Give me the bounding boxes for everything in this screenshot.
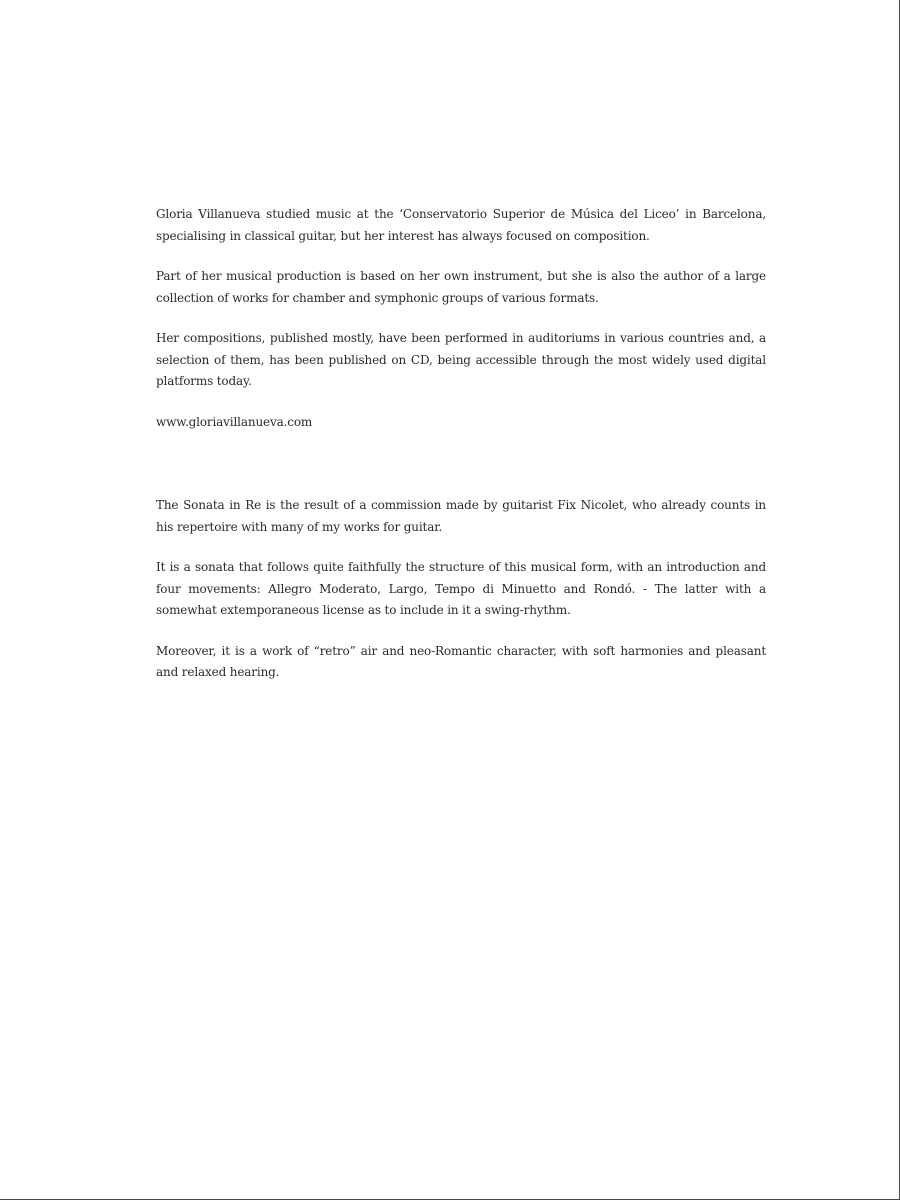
description-paragraph: It is a sonata that follows quite faithfully the structure of this musical form, with an introduction and four movements: Allegro Moderato, Largo, Tempo di Minuetto and Rondó. - The latter with a somewhat extemporaneous license as to include in it a swing-rhythm. <box>156 560 766 617</box>
composer-biography <box>156 204 766 433</box>
biography-paragraph: Part of her musical production is based on her own instrument, but she is also the author of a large collection of works for chamber and symphonic groups of various formats. <box>156 269 766 305</box>
biography-paragraph: Gloria Villanueva studied music at the ‘Conservatorio Superior de Música del Liceo’ in Barcelona, specialising in classical guitar, but her interest has always focused on composition. <box>156 207 766 243</box>
page-content <box>156 204 766 684</box>
biography-paragraph: Her compositions, published mostly, have been performed in auditoriums in various countries and, a selection of them, has been published on CD, being accessible through the most widely used digital platforms today. <box>156 331 766 388</box>
description-paragraph: Moreover, it is a work of “retro” air and neo-Romantic character, with soft harmonies and pleasant and relaxed hearing. <box>156 643 766 679</box>
description-paragraph: The Sonata in Re is the result of a commission made by guitarist Fix Nicolet, who already counts in his repertoire with many of my works for guitar. <box>156 498 766 534</box>
composer-website: www.gloriavillanueva.com <box>156 414 313 429</box>
work-description <box>156 495 766 684</box>
